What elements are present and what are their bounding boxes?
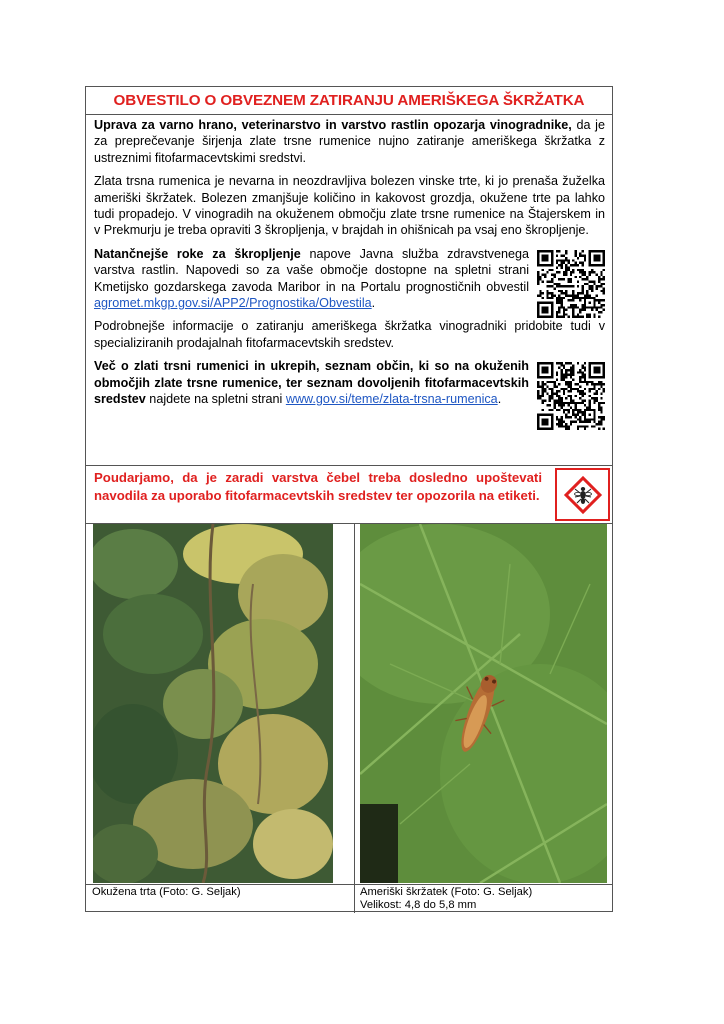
- prognostika-link[interactable]: agromet.mkgp.gov.si/APP2/Prognostika/Obvestila: [94, 296, 372, 311]
- notice-document: [85, 86, 613, 912]
- info-paragraph: Podrobnejše informacije o zatiranju ameriškega škržatka vinogradniki pridobite tudi v specializiranih prodajalnah fitofarmacevtskih sredstev.: [94, 319, 605, 350]
- more-end: .: [497, 392, 502, 407]
- intro-bold: Uprava za varno hrano, veterinarstvo in varstvo rastlin opozarja vinogradnike,: [94, 118, 572, 132]
- deadlines-paragraph: [94, 246, 529, 312]
- caption-right-size: Velikost: 4,8 do 5,8 mm: [360, 899, 477, 911]
- caption-right: [360, 886, 532, 912]
- more-paragraph: [94, 358, 529, 423]
- caption-right-title: Ameriški škržatek (Foto: G. Seljak): [360, 886, 533, 898]
- gov-link[interactable]: www.gov.si/teme/zlata-trsna-rumenica: [285, 392, 498, 407]
- more-block: [94, 358, 605, 430]
- photo-section: [86, 524, 612, 885]
- caption-section: [86, 885, 612, 913]
- title-row: [86, 87, 612, 115]
- infected-vine-photo: [93, 524, 333, 883]
- warning-section: [86, 466, 612, 524]
- deadlines-bold: Natančnejše roke za škropljenje: [94, 246, 301, 261]
- leafhopper-photo: [360, 524, 607, 883]
- photo-divider: [354, 524, 355, 885]
- disease-paragraph: Zlata trsna rumenica je nevarna in neozdravljiva bolezen vinske trte, ki jo prenaša žuželka ameriški škržatek. Bolezen zmanjšuje količino in kakovost grozdja, okužene trte pa lahko tudi propadejo. V vinogradih na okuženem območju zlate trsne rumenice na Štajerskem in v Prekmurju je treba opraviti 3 škropljenja, v brajdah in ohišnicah pa vsaj eno škropljenje.: [94, 174, 605, 238]
- caption-divider: [354, 885, 355, 913]
- intro-rest: da je za preprečevanje širjenja zlate trsne rumenice nujno zatiranje ameriškega škržatka z ustreznimi fitofarmacevtskimi sredstvi.: [94, 118, 605, 165]
- qr-code-gov[interactable]: [537, 362, 605, 430]
- bee-hazard-icon: [555, 468, 610, 521]
- caption-left: Okužena trta (Foto: G. Seljak): [92, 886, 241, 898]
- page-title: OBVESTILO O OBVEZNEM ZATIRANJU AMERIŠKEGA ŠKRŽATKA: [113, 92, 585, 109]
- deadlines-block: [94, 246, 605, 319]
- deadlines-rest: napove Javna služba zdravstvenega varstva rastlin. Napovedi so za vaše območje dostopne na spletni strani Kmetijsko gozdarskega zavoda Maribor in na Portalu prognostičnih obvestil: [94, 246, 529, 294]
- more-rest: najdete na spletni strani: [145, 392, 286, 407]
- intro-paragraph: [94, 117, 605, 166]
- deadlines-end: .: [371, 296, 376, 311]
- qr-code-prognostika[interactable]: [537, 250, 605, 318]
- body-section: [86, 115, 612, 466]
- more-bold: Več o zlati trsni rumenici in ukrepih, seznam občin, ki so na okuženih območjih zlate trsne rumenice, ter seznam dovoljenih fitofarmacevtskih sredstev: [94, 359, 529, 407]
- warning-text: Poudarjamo, da je zaradi varstva čebel treba dosledno upoštevati navodila za uporabo fitofarmacevtskih sredstev ter opozorila na etiketi.: [94, 470, 542, 503]
